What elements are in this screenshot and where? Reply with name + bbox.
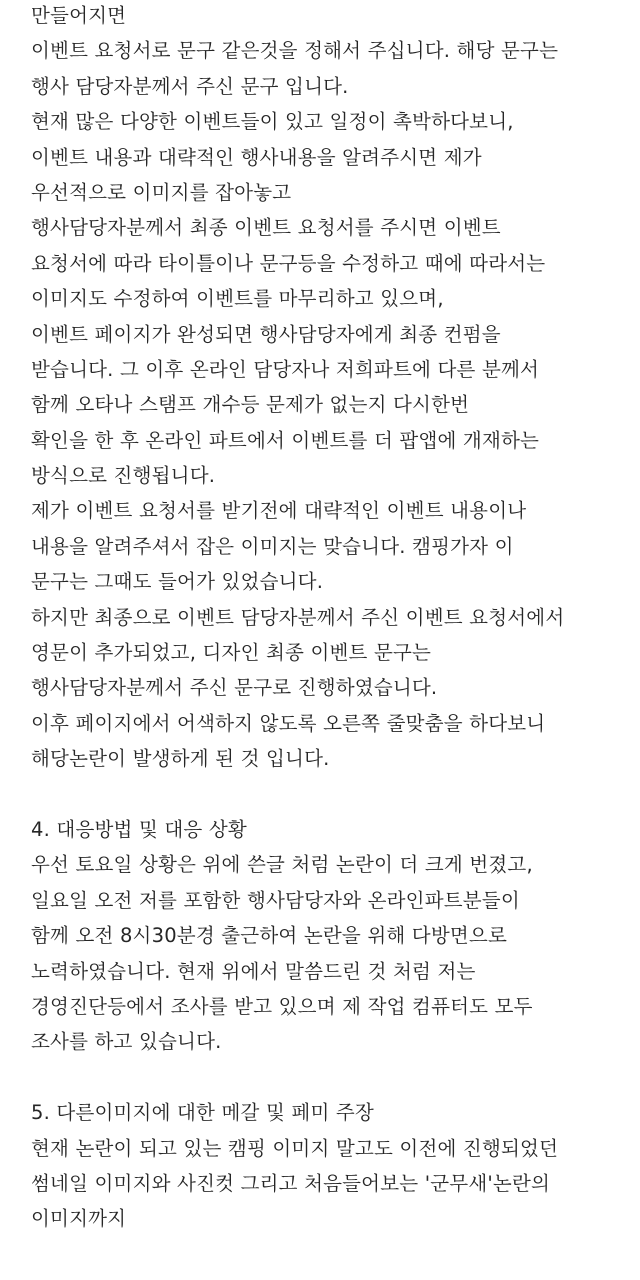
text-line: 경영진단등에서 조사를 받고 있으며 제 작업 컴퓨터도 모두	[31, 994, 533, 1018]
text-line: 해당논란이 발생하게 된 것 입니다.	[31, 747, 330, 771]
text-line: 일요일 오전 저를 포함한 행사담당자와 온라인파트분들이	[31, 888, 520, 912]
text-line: 문구는 그때도 들어가 있었습니다.	[31, 570, 324, 594]
text-line: 영문이 추가되었고, 디자인 최종 이벤트 문구는	[31, 641, 432, 665]
text-line: 행사담당자분께서 최종 이벤트 요청서를 주시면 이벤트	[31, 216, 501, 240]
text-line: 이벤트 페이지가 완성되면 행사담당자에게 최종 컨펌을	[31, 322, 501, 346]
text-line: 확인을 한 후 온라인 파트에서 이벤트를 더 팝앱에 개재하는	[31, 428, 540, 452]
text-line: 이벤트 내용과 대략적인 행사내용을 알려주시면 제가	[31, 145, 482, 169]
text-line: 이후 페이지에서 어색하지 않도록 오른쪽 줄맞춤을 하다보니	[31, 711, 546, 735]
text-line: 이미지까지	[31, 1207, 127, 1231]
section-heading: 4. 대응방법 및 대응 상황	[31, 817, 247, 841]
text-line: 만들어지면	[31, 4, 127, 27]
paragraph-gap	[31, 777, 631, 812]
text-line: 행사 담당자분께서 주신 문구 입니다.	[31, 74, 349, 98]
text-line: 요청서에 따라 타이틀이나 문구등을 수정하고 때에 따라서는	[31, 251, 546, 275]
paragraph-gap	[31, 1060, 631, 1095]
text-line: 방식으로 진행됩니다.	[31, 464, 216, 488]
text-line: 함께 오타나 스탬프 개수등 문제가 없는지 다시한번	[31, 393, 470, 417]
section-heading: 5. 다른이미지에 대한 메갈 및 페미 주장	[31, 1101, 374, 1125]
text-line: 이벤트 요청서로 문구 같은것을 정해서 주십니다. 해당 문구는	[31, 39, 559, 63]
text-line: 우선 토요일 상황은 위에 쓴글 처럼 논란이 더 크게 번졌고,	[31, 853, 533, 877]
text-line: 현재 논란이 되고 있는 캠핑 이미지 말고도 이전에 진행되었던	[31, 1136, 559, 1160]
statement-text	[31, 0, 631, 1237]
text-line: 받습니다. 그 이후 온라인 담당자나 저희파트에 다른 분께서	[31, 357, 540, 381]
text-line: 우선적으로 이미지를 잡아놓고	[31, 180, 292, 204]
text-line: 내용을 알려주셔서 잡은 이미지는 맞습니다. 캠핑가자 이	[31, 534, 514, 558]
text-line: 노력하였습니다. 현재 위에서 말씀드린 것 처럼 저는	[31, 959, 476, 983]
text-line: 조사를 하고 있습니다.	[31, 1030, 222, 1054]
text-line: 제가 이벤트 요청서를 받기전에 대략적인 이벤트 내용이나	[31, 499, 527, 523]
text-line: 썸네일 이미지와 사진컷 그리고 처음들어보는 '군무새'논란의	[31, 1171, 551, 1195]
text-line: 함께 오전 8시30분경 출근하여 논란을 위해 다방면으로	[31, 924, 507, 948]
text-line: 현재 많은 다양한 이벤트들이 있고 일정이 촉박하다보니,	[31, 110, 514, 134]
text-line: 하지만 최종으로 이벤트 담당자분께서 주신 이벤트 요청서에서	[31, 605, 565, 629]
text-line: 행사담당자분께서 주신 문구로 진행하였습니다.	[31, 676, 438, 700]
text-line: 이미지도 수정하여 이벤트를 마무리하고 있으며,	[31, 287, 444, 311]
